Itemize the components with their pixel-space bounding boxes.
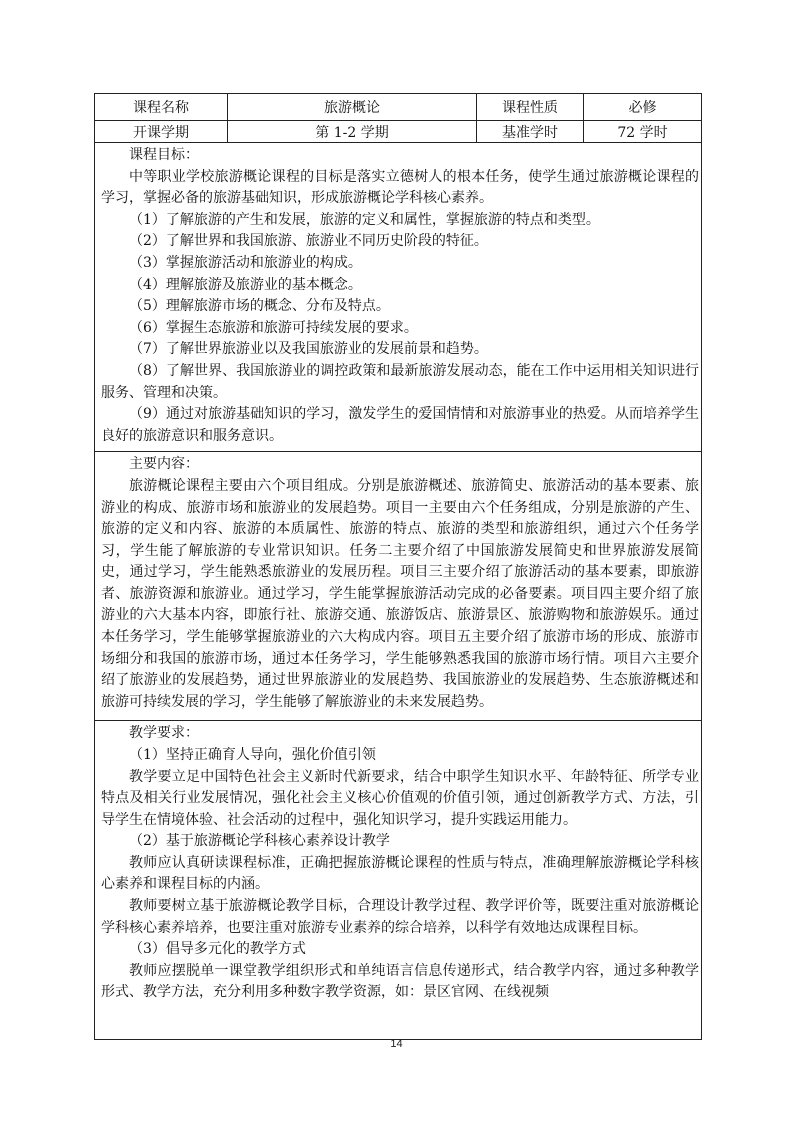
objectives-cell <box>95 143 702 452</box>
objectives-section <box>95 143 702 452</box>
requirements-title: 教学要求： <box>129 725 199 742</box>
course-name-value: 旅游概论 <box>228 94 477 121</box>
objectives-item: （9）通过对旅游基础知识的学习，激发学生的爱国情情和对旅游事业的热爱。从而培养学生良好的旅游意识和服务意识。 <box>101 406 699 444</box>
objectives-item: （2）了解世界和我国旅游、旅游业不同历史阶段的特征。 <box>129 233 488 250</box>
course-nature-value: 必修 <box>584 94 702 121</box>
objectives-paragraph: 中等职业学校旅游概论课程的目标是落实立德树人的根本任务，使学生通过旅游概论课程的学习，掌握必备的旅游基础知识，形成旅游概论学科核心素养。 <box>101 168 699 207</box>
objectives-item: （1）了解旅游的产生和发展，旅游的定义和属性，掌握旅游的特点和类型。 <box>129 211 600 228</box>
page-number: 14 <box>390 1038 403 1050</box>
content-paragraph: 旅游概论课程主要由六个项目组成。分别是旅游概述、旅游简史、旅游活动的基本要素、旅游业的构成、旅游市场和旅游业的发展趋势。项目一主要由六个任务组成，分别是旅游的产生、旅游的定义和内容、旅游的本质属性、旅游的特点、旅游的类型和旅游组织，通过六个任务学习，学生能了解旅游的专业常识知识。任务二主要介绍了中国旅游发展简史和世界旅游发展简史，通过学习，学生能熟悉旅游业的发展历程。项目三主要介绍了旅游活动的基本要素，即旅游者、旅游资源和旅游业。通过学习，学生能掌握旅游活动完成的必备要素。项目四主要介绍了旅游业的六大基本内容，即旅行社、旅游交通、旅游饭店、旅游景区、旅游购物和旅游娱乐。通过本任务学习，学生能够掌握旅游业的六大构成内容。项目五主要介绍了旅游市场的形成、旅游市场细分和我国的旅游市场，通过本任务学习，学生能够熟悉我国的旅游市场行情。项目六主要介绍了旅游业的发展趋势，通过世界旅游业的发展趋势、我国旅游业的发展趋势、生态旅游概述和旅游可持续发展的学习，学生能够了解旅游业的未来发展趋势。 <box>101 477 699 710</box>
semester-value: 第 1-2 学期 <box>228 121 477 143</box>
objectives-item: （6）掌握生态旅游和旅游可持续发展的要求。 <box>129 319 418 336</box>
requirements-heading: （1）坚持正确育人导向，强化价值引领 <box>129 746 376 763</box>
objectives-item: （3）掌握旅游活动和旅游业的构成。 <box>129 254 362 271</box>
content-title: 主要内容： <box>129 456 199 473</box>
requirements-paragraph: 教师应摆脱单一课堂教学组织形式和单纯语言信息传递形式，结合教学内容，通过多种教学形式、教学方法，充分利用多种数字教学资源，如：景区官网、在线视频 <box>101 962 699 1001</box>
requirements-paragraph: 教学要立足中国特色社会主义新时代新要求，结合中职学生知识水平、年龄特征、所学专业特点及相关行业发展情况，强化社会主义核心价值观的价值引领，通过创新教学方式、方法，引导学生在情境体验、社会活动的过程中，强化知识学习，提升实践运用能力。 <box>101 768 699 828</box>
objectives-item: （7）了解世界旅游业以及我国旅游业的发展前景和趋势。 <box>129 341 488 358</box>
content-cell <box>95 452 702 721</box>
course-table <box>94 93 702 1040</box>
header-row-1 <box>95 94 702 121</box>
course-name-label: 课程名称 <box>95 94 228 121</box>
objectives-item: （5）理解旅游市场的概念、分布及特点。 <box>129 298 390 315</box>
requirements-section <box>95 721 702 1040</box>
requirements-paragraph: 教师应认真研读课程标准，正确把握旅游概论课程的性质与特点，准确理解旅游概论学科核心素养和课程目标的内涵。 <box>101 854 699 893</box>
objectives-item: （4）理解旅游及旅游业的基本概念。 <box>129 276 362 293</box>
header-row-2 <box>95 121 702 143</box>
hours-label: 基准学时 <box>477 121 584 143</box>
requirements-cell <box>95 721 702 1040</box>
course-nature-label: 课程性质 <box>477 94 584 121</box>
semester-label: 开课学期 <box>95 121 228 143</box>
requirements-heading: （3）倡导多元化的教学方式 <box>129 941 306 958</box>
objectives-item: （8）了解世界、我国旅游业的调控政策和最新旅游发展动态，能在工作中运用相关知识进行服务、管理和决策。 <box>101 362 699 401</box>
requirements-paragraph: 教师要树立基于旅游概论教学目标，合理设计教学过程、教学评价等，既要注重对旅游概论学科核心素养培养，也要注重对旅游专业素养的综合培养，以科学有效地达成课程目标。 <box>101 898 699 936</box>
requirements-heading: （2）基于旅游概论学科核心素养设计教学 <box>129 833 390 850</box>
objectives-title: 课程目标： <box>129 147 199 163</box>
content-section <box>95 452 702 721</box>
hours-value: 72 学时 <box>584 121 702 143</box>
